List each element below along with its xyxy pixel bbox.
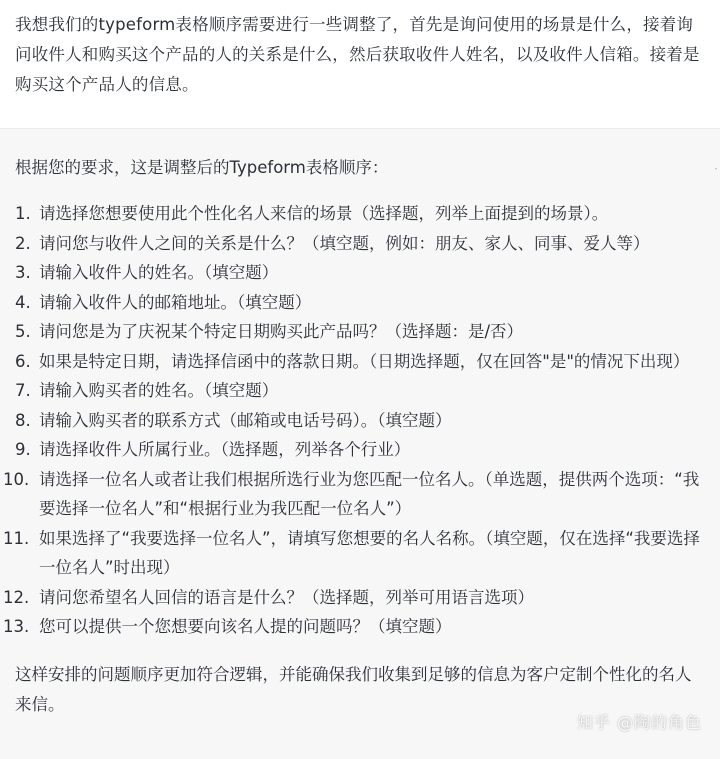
list-number: 9. (15, 440, 31, 459)
list-item (15, 406, 706, 436)
list-item (15, 317, 706, 347)
list-item (15, 229, 706, 259)
list-item (15, 435, 706, 465)
list-item-text: 请问您是为了庆祝某个特定日期购买此产品吗？（选择题：是/否） (39, 322, 524, 341)
list-item-text: 请问您希望名人回信的语言是什么？（选择题，列举可用语言选项） (39, 587, 534, 607)
list-item-text: 请输入收件人的姓名。（填空题） (39, 263, 279, 282)
list-item-text: 请问您与收件人之间的关系是什么？（填空题，例如：朋友、家人、同事、爱人等） (39, 233, 650, 253)
user-message (0, 0, 720, 128)
list-number: 7. (15, 381, 31, 400)
list-item-text: 如果选择了“我要选择一位名人”，请填写您想要的名人名称。（填空题，仅在选择“我要选择一位名人”时出现） (39, 528, 700, 577)
list-number: 11. (3, 528, 30, 548)
list-item-text: 请输入购买者的联系方式（邮箱或电话号码）。（填空题） (39, 410, 452, 430)
list-number: 10. (3, 469, 30, 489)
list-item (15, 288, 706, 318)
list-item-text: 请选择您想要使用此个性化名人来信的场景（选择题，列举上面提到的场景）。 (39, 204, 609, 223)
list-number: 6. (15, 351, 31, 371)
list-item-text: 您可以提供一个您想要向该名人提的问题吗？（填空题） (39, 617, 452, 636)
list-item-text: 请输入收件人的邮箱地址。（填空题） (39, 292, 312, 312)
list-item (3, 583, 706, 613)
assistant-intro: 根据您的要求，这是调整后的Typeform表格顺序： (15, 158, 389, 177)
list-item-text: 请输入购买者的姓名。（填空题） (39, 381, 279, 400)
list-number: 4. (15, 292, 31, 312)
user-message-text: 我想我们的typeform表格顺序需要进行一些调整了，首先是询问使用的场景是什么，接着询问收件人和购买这个产品的人的关系是什么，然后获取收件人姓名，以及收件人信箱。接着是购买这个产品人的信息。 (15, 15, 700, 94)
list-number: 12. (3, 587, 30, 607)
list-item (3, 612, 706, 642)
list-item (15, 258, 706, 288)
scroll-edge-marker: · (714, 162, 718, 176)
list-item (15, 376, 706, 406)
list-number: 13. (3, 617, 30, 636)
list-item-text: 如果是特定日期，请选择信函中的落款日期。（日期选择题，仅在回答"是"的情况下出现） (39, 351, 690, 371)
assistant-summary: 这样安排的问题顺序更加符合逻辑，并能确保我们收集到足够的信息为客户定制个性化的名人来信。 (15, 664, 692, 714)
list-item (15, 347, 706, 377)
steps-list (3, 199, 706, 642)
list-number: 2. (15, 233, 31, 253)
list-number: 1. (15, 204, 31, 223)
assistant-message (0, 128, 720, 759)
list-item (3, 465, 706, 524)
list-number: 8. (15, 410, 31, 430)
list-item (15, 199, 706, 229)
list-item (3, 524, 706, 583)
list-item-text: 请选择一位名人或者让我们根据所选行业为您匹配一位名人。（单选题，提供两个选项：“我要选择一位名人”和“根据行业为我匹配一位名人”） (39, 469, 700, 518)
watermark: 知乎 @陶的角色 (576, 713, 702, 732)
list-number: 5. (15, 322, 31, 341)
list-number: 3. (15, 263, 31, 282)
list-item-text: 请选择收件人所属行业。（选择题，列举各个行业） (39, 440, 411, 459)
